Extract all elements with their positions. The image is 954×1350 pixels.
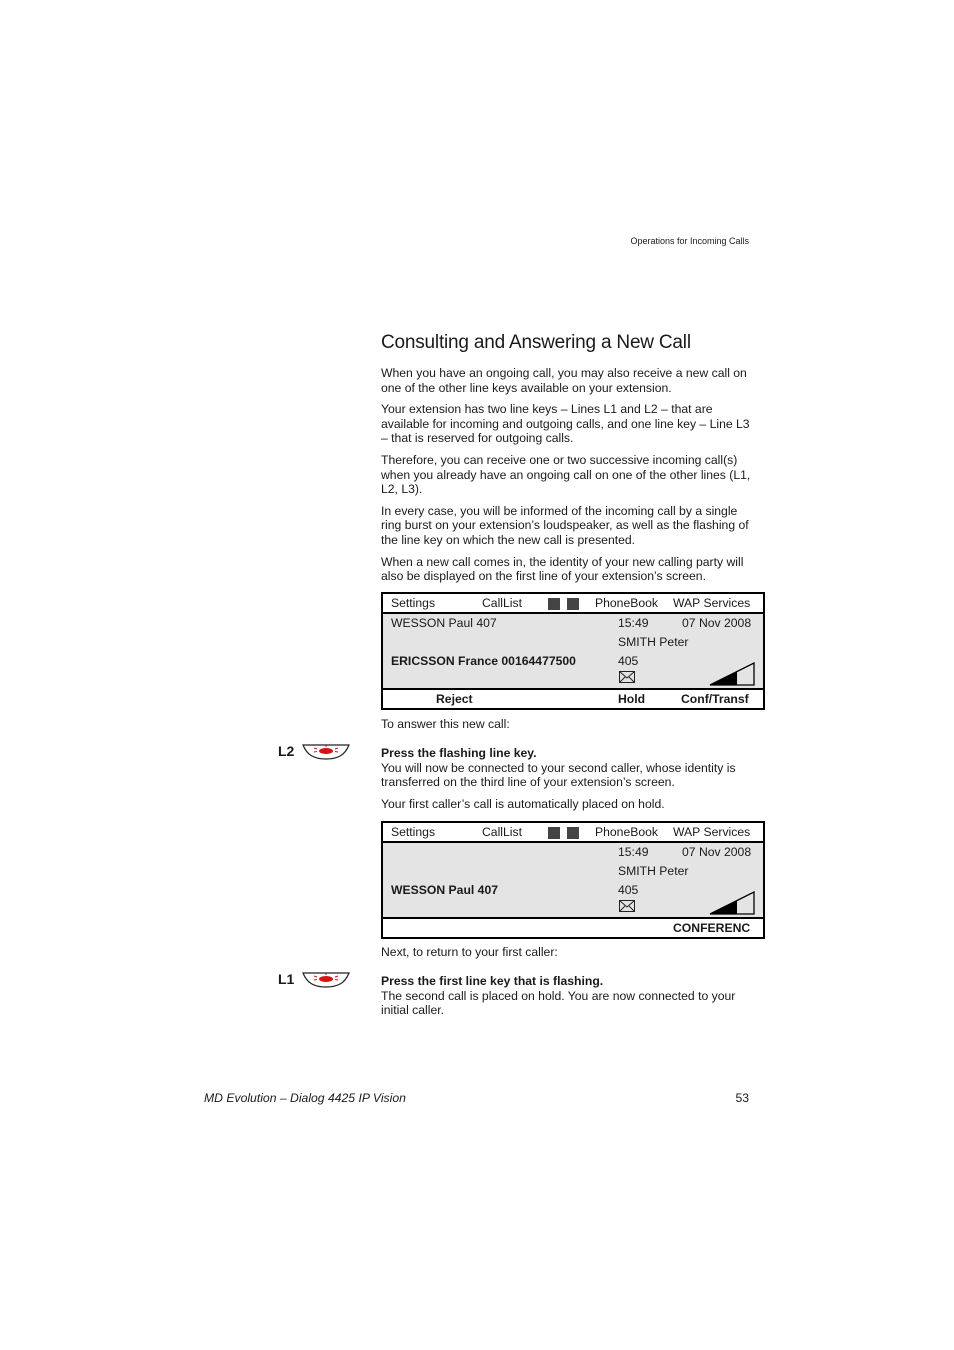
phone-screen-connected: [381, 821, 765, 939]
menu-bar: [383, 594, 763, 614]
page-number: 53: [735, 1091, 749, 1105]
extension-number: 405: [618, 883, 639, 897]
paragraph: When a new call comes in, the identity of your new calling party will also be displayed on the first line of your extension’s screen.: [381, 554, 744, 584]
menu-settings[interactable]: Settings: [391, 596, 436, 610]
user-name: SMITH Peter: [618, 635, 689, 649]
menu-calllist[interactable]: CallList: [482, 825, 522, 839]
hold-softkey[interactable]: Hold: [618, 692, 646, 706]
paragraph: In every case, you will be informed of the incoming call by a single ring burst on your extension’s loudspeaker, as well as the flashing of the line key on which the new call is presented.: [381, 503, 749, 547]
line-key-icon: [302, 971, 350, 989]
signal-strength-icon: [709, 891, 755, 915]
clock-time: 15:49: [618, 616, 649, 630]
display-indicator-icon: [548, 827, 560, 839]
section-title: Consulting and Answering a New Call: [381, 332, 691, 353]
menu-phonebook[interactable]: PhoneBook: [595, 825, 659, 839]
step-return: [381, 974, 753, 1018]
clock-date: 07 Nov 2008: [682, 845, 752, 859]
clock-time: 15:49: [618, 845, 649, 859]
step-note: Your first caller’s call is automatically placed on hold.: [381, 796, 665, 811]
paragraph: Therefore, you can receive one or two successive incoming call(s) when you already have an ongoing call on one of the other lines (L1, L2, L3).: [381, 452, 751, 497]
running-header: Operations for Incoming Calls: [630, 236, 749, 246]
line-key-label: L2: [278, 743, 295, 759]
softkey-bar: [383, 688, 763, 708]
menu-wap-services[interactable]: WAP Services: [673, 825, 751, 839]
display-indicator-icon: [548, 598, 560, 610]
footer-title: MD Evolution – Dialog 4425 IP Vision: [204, 1091, 406, 1105]
line-key-label: L1: [278, 971, 295, 987]
ongoing-call-line: WESSON Paul 407: [391, 616, 497, 630]
connected-caller: WESSON Paul 407: [391, 883, 499, 897]
envelope-icon: [619, 671, 635, 683]
menu-calllist[interactable]: CallList: [482, 596, 522, 610]
incoming-caller: ERICSSON France 00164477500: [391, 654, 576, 668]
conf-transf-softkey[interactable]: Conf/Transf: [681, 692, 749, 706]
reject-softkey[interactable]: Reject: [436, 692, 473, 706]
phone-screen-incoming: [381, 592, 765, 710]
signal-strength-icon: [709, 662, 755, 686]
menu-bar: [383, 823, 763, 843]
step-instruction: Press the flashing line key.: [381, 746, 537, 760]
return-intro: Next, to return to your first caller:: [381, 945, 558, 959]
step-answer: [381, 746, 753, 811]
menu-settings[interactable]: Settings: [391, 825, 436, 839]
softkey-bar: [383, 917, 763, 937]
answer-intro: To answer this new call:: [381, 717, 510, 731]
user-name: SMITH Peter: [618, 864, 689, 878]
conference-softkey[interactable]: CONFERENC: [673, 921, 751, 935]
clock-date: 07 Nov 2008: [682, 616, 752, 630]
screen-body: [383, 843, 763, 917]
menu-phonebook[interactable]: PhoneBook: [595, 596, 659, 610]
line-key-icon: [302, 743, 350, 761]
extension-number: 405: [618, 654, 639, 668]
display-indicator-icon: [567, 598, 579, 610]
screen-body: [383, 614, 763, 688]
intro-text: [381, 366, 753, 584]
menu-wap-services[interactable]: WAP Services: [673, 596, 751, 610]
paragraph: Your extension has two line keys – Lines L1 and L2 – that are available for incoming and outgoing calls, and one line key – Line L3 – that is reserved for outgoing calls.: [381, 402, 750, 446]
step-instruction: Press the first line key that is flashing.: [381, 974, 604, 988]
envelope-icon: [619, 900, 635, 912]
step-description: You will now be connected to your second caller, whose identity is transferred on the third line of your extension’s screen.: [381, 760, 736, 790]
paragraph: When you have an ongoing call, you may also receive a new call on one of the other line keys available on your extension.: [381, 366, 747, 395]
step-description: The second call is placed on hold. You are now connected to your initial caller.: [381, 988, 736, 1018]
display-indicator-icon: [567, 827, 579, 839]
